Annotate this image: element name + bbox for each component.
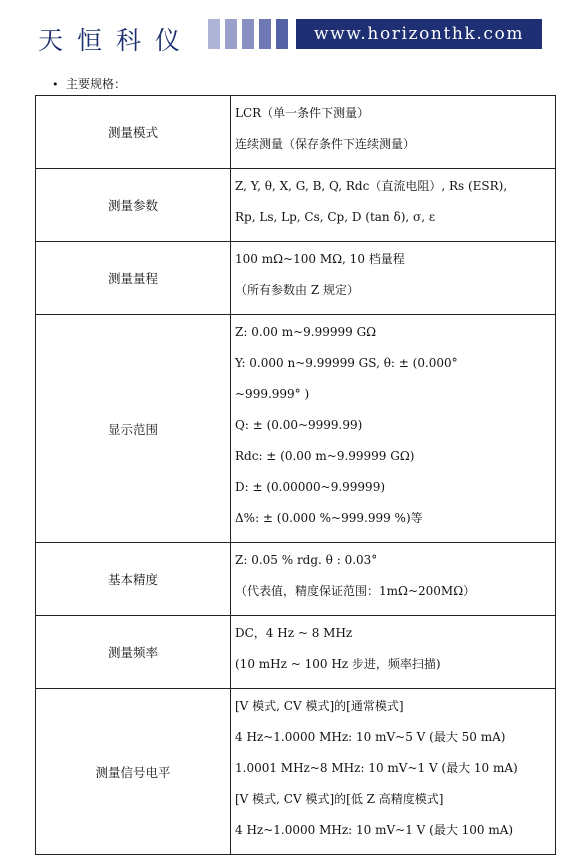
table-row bbox=[36, 242, 556, 315]
spec-table bbox=[35, 95, 556, 855]
spec-line: Z: 0.00 m~9.99999 GΩ bbox=[235, 325, 377, 339]
table-row bbox=[36, 96, 556, 169]
spec-label: 测量参数 bbox=[36, 169, 231, 242]
spec-line: LCR（单一条件下测量） bbox=[235, 106, 370, 120]
spec-line: DC，4 Hz ~ 8 MHz bbox=[235, 626, 353, 640]
spec-value bbox=[231, 96, 556, 169]
spec-line: Y: 0.000 n~9.99999 GS, θ: ± (0.000° bbox=[235, 356, 458, 370]
spec-value bbox=[231, 315, 556, 543]
spec-line: 1.0001 MHz~8 MHz: 10 mV~1 V (最大 10 mA) bbox=[235, 761, 518, 775]
spec-label: 测量量程 bbox=[36, 242, 231, 315]
brand-name: 天恒科仪 bbox=[38, 26, 195, 55]
spec-line: 4 Hz~1.0000 MHz: 10 mV~1 V (最大 100 mA) bbox=[235, 823, 514, 837]
spec-value bbox=[231, 689, 556, 855]
stripe-bar bbox=[208, 19, 220, 49]
bullet-icon: • bbox=[52, 78, 59, 91]
spec-line: [V 模式, CV 模式]的[低 Z 高精度模式] bbox=[235, 792, 444, 806]
spec-line: (10 mHz ~ 100 Hz 步进，频率扫描) bbox=[235, 657, 441, 671]
spec-label: 测量模式 bbox=[36, 96, 231, 169]
table-row bbox=[36, 169, 556, 242]
website-url: www.horizonthk.com bbox=[296, 19, 542, 49]
stripe-bar bbox=[242, 19, 254, 49]
spec-line: 100 mΩ~100 MΩ, 10 档量程 bbox=[235, 252, 405, 266]
section-heading bbox=[52, 75, 126, 92]
spec-line: Q: ± (0.00~9999.99) bbox=[235, 418, 363, 432]
spec-line: [V 模式, CV 模式]的[通常模式] bbox=[235, 699, 404, 713]
spec-line: Rp, Ls, Lp, Cs, Cp, D (tan δ), σ, ε bbox=[235, 210, 436, 224]
spec-line: ~999.999° ) bbox=[235, 387, 310, 401]
table-row bbox=[36, 315, 556, 543]
spec-value bbox=[231, 242, 556, 315]
stripe-bar bbox=[276, 19, 288, 49]
spec-value bbox=[231, 616, 556, 689]
spec-line: 4 Hz~1.0000 MHz: 10 mV~5 V (最大 50 mA) bbox=[235, 730, 506, 744]
spec-line: （所有参数由 Z 规定） bbox=[235, 283, 359, 297]
spec-line: Δ%: ± (0.000 %~999.999 %)等 bbox=[235, 511, 423, 525]
stripe-bar bbox=[259, 19, 271, 49]
spec-value bbox=[231, 543, 556, 616]
spec-value bbox=[231, 169, 556, 242]
spec-line: Z, Y, θ, X, G, B, Q, Rdc（直流电阻）, Rs (ESR), bbox=[235, 179, 508, 193]
table-row bbox=[36, 543, 556, 616]
spec-label: 测量频率 bbox=[36, 616, 231, 689]
header-banner bbox=[0, 12, 587, 58]
stripe-bar bbox=[225, 19, 237, 49]
spec-line: Z: 0.05 % rdg. θ : 0.03° bbox=[235, 553, 378, 567]
spec-line: 连续测量（保存条件下连续测量） bbox=[235, 137, 416, 151]
spec-label: 基本精度 bbox=[36, 543, 231, 616]
table-row bbox=[36, 616, 556, 689]
table-row bbox=[36, 689, 556, 855]
spec-line: Rdc: ± (0.00 m~9.99999 GΩ) bbox=[235, 449, 415, 463]
spec-line: （代表值，精度保证范围：1mΩ~200MΩ） bbox=[235, 584, 476, 598]
spec-label: 测量信号电平 bbox=[36, 689, 231, 855]
spec-line: D: ± (0.00000~9.99999) bbox=[235, 480, 386, 494]
spec-label: 显示范围 bbox=[36, 315, 231, 543]
section-title: 主要规格： bbox=[66, 77, 127, 91]
